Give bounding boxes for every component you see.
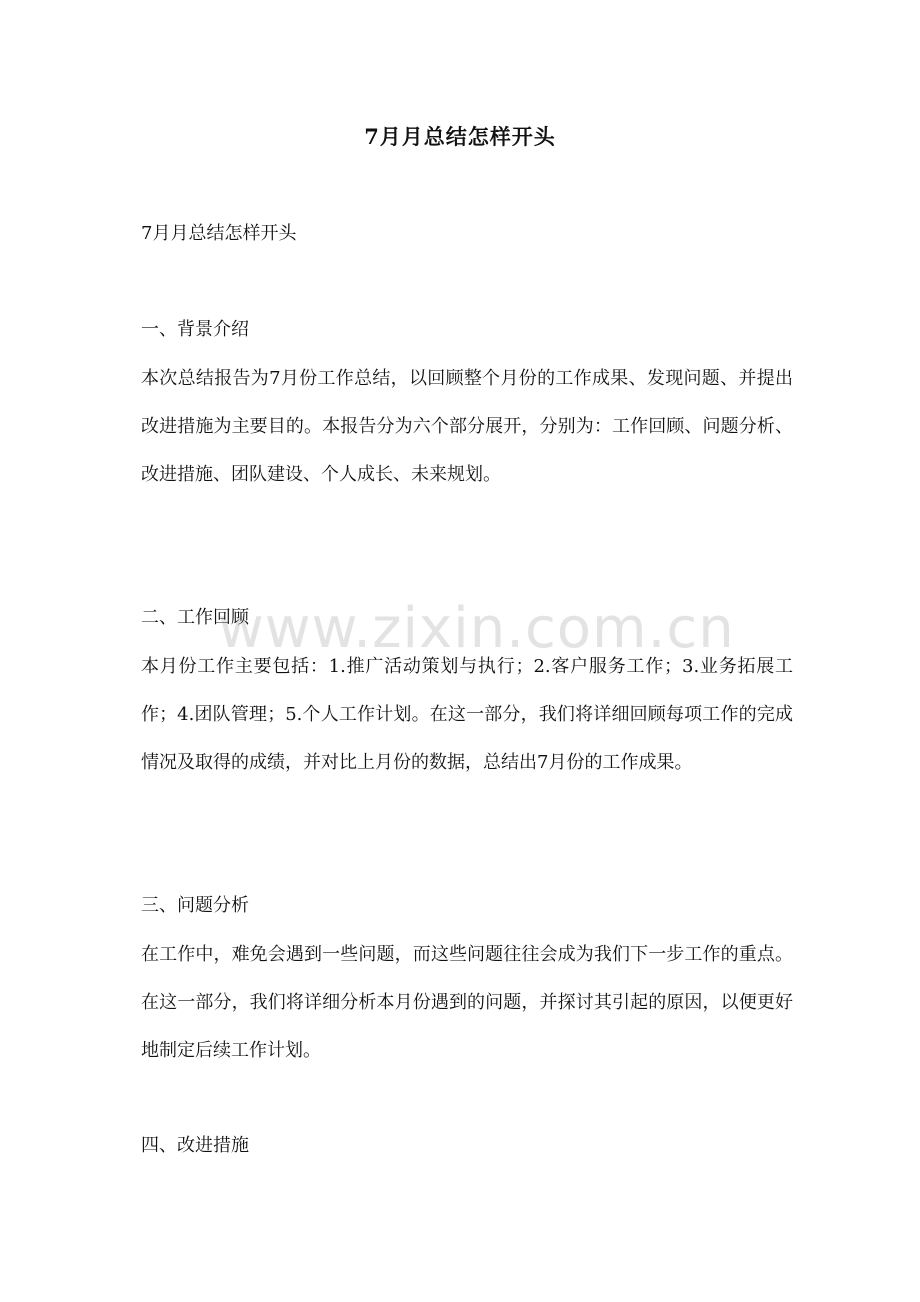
section-heading-problem-analysis: 三、问题分析: [141, 895, 249, 916]
page-title: 7月月总结怎样开头: [364, 124, 556, 149]
section-body-problem-analysis: 在工作中，难免会遇到一些问题，而这些问题往往会成为我们下一步工作的重点。在这一部分，我们将详细分析本月份遇到的问题，并探讨其引起的原因，以便更好地制定后续工作计划。: [141, 944, 793, 1061]
section-body-background: 本次总结报告为7月份工作总结，以回顾整个月份的工作成果、发现问题、并提出改进措施为主要目的。本报告分为六个部分展开，分别为：工作回顾、问题分析、改进措施、团队建设、个人成长、未来规划。: [141, 368, 793, 485]
section-body-work-review: 本月份工作主要包括：1.推广活动策划与执行；2.客户服务工作；3.业务拓展工作；4.团队管理；5.个人工作计划。在这一部分，我们将详细回顾每项工作的完成情况及取得的成绩，并对比上月份的数据，总结出7月份的工作成果。: [141, 656, 793, 773]
watermark: www.zixin.com.cn: [218, 596, 735, 661]
section-heading-work-review: 二、工作回顾: [141, 607, 249, 628]
document-subtitle: 7月月总结怎样开头: [141, 223, 297, 244]
section-heading-background: 一、背景介绍: [141, 319, 249, 340]
section-heading-improvement: 四、改进措施: [141, 1135, 249, 1156]
